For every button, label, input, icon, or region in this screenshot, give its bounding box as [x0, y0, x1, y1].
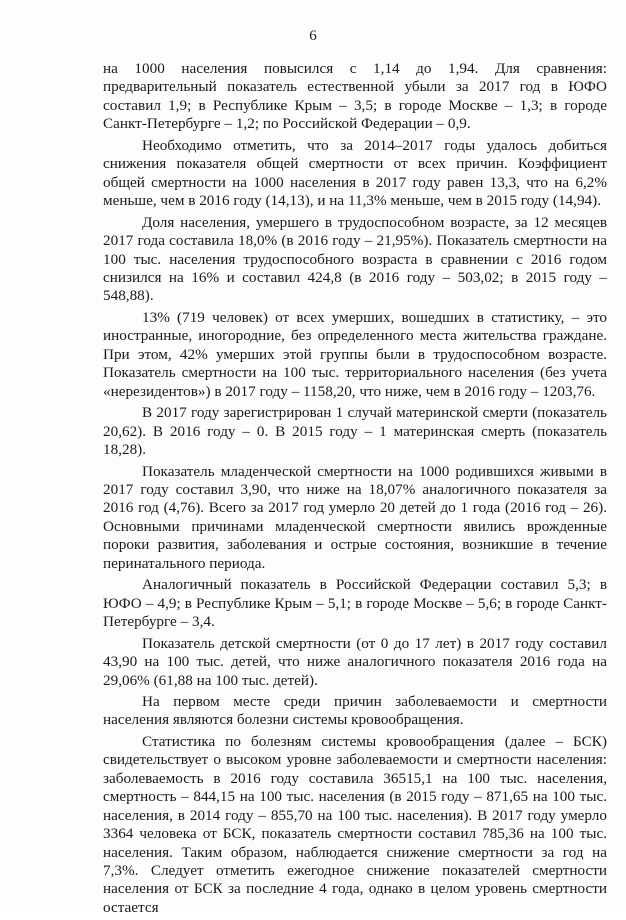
- body-text: [103, 60, 607, 920]
- paragraph-mortality-decrease: Необходимо отметить, что за 2014–2017 годы удалось добиться снижения показателя общей смертности от всех причин. Коэффициент общей смертности на 1000 населения в 2017 году равен 13,3, что на 6,2% меньше, чем в 2016 году (14,13), и на 11,3% меньше, чем в 2015 году (14,94).: [103, 136, 607, 210]
- page-number: 6: [309, 28, 317, 44]
- paragraph-child-mortality: Показатель детской смертности (от 0 до 17 лет) в 2017 году составил 43,90 на 100 тыс. детей, что ниже аналогичного показателя 2016 года на 29,06% (61,88 на 100 тыс. детей).: [103, 634, 607, 689]
- paragraph-maternal-mortality: В 2017 году зарегистрирован 1 случай материнской смерти (показатель 20,62). В 2016 году – 0. В 2015 году – 1 материнская смерть (показатель 18,28).: [103, 404, 607, 459]
- paragraph-cardiovascular-lead: На первом месте среди причин заболеваемости и смертности населения являются болезни системы кровообращения.: [103, 692, 607, 729]
- paragraph-working-age-mortality: Доля населения, умершего в трудоспособном возрасте, за 12 месяцев 2017 года составила 18,0% (в 2016 году – 21,95%). Показатель смертности на 100 тыс. населения трудоспособного возраста в сравнении с 2016 годом снизился на 16% и составил 424,8 (в 2016 году – 503,02; в 2015 году – 548,88).: [103, 213, 607, 305]
- paragraph-nonresidents: 13% (719 человек) от всех умерших, вошедших в статистику, – это иностранные, иногородние, без определенного места жительства граждане. При этом, 42% умерших этой группы были в трудоспособном возрасте. Показатель смертности на 100 тыс. территориального населения (без учета «нерезидентов») в 2017 году – 1158,20, что ниже, чем в 2016 году – 1203,76.: [103, 308, 607, 400]
- paragraph-infant-comparison: Аналогичный показатель в Российской Федерации составил 5,3; в ЮФО – 4,9; в Республике Крым – 5,1; в городе Москве – 5,6; в городе Санкт-Петербурге – 3,4.: [103, 576, 607, 631]
- paragraph-continuation: на 1000 населения повысился с 1,14 до 1,94. Для сравнения: предварительный показатель естественной убыли за 2017 год в ЮФО составил 1,9; в Республике Крым – 3,5; в городе Москве – 1,3; в городе Санкт-Петербурге – 1,2; по Российской Федерации – 0,9.: [103, 60, 607, 133]
- paragraph-infant-mortality: Показатель младенческой смертности на 1000 родившихся живыми в 2017 году составил 3,90, что ниже на 18,07% аналогичного показателя за 2016 год (4,76). Всего за 2017 год умерло 20 детей до 1 года (2016 год – 26). Основными причинами младенческой смертности явились врожденные пороки развития, заболевания и острые состояния, возникшие в течение перинатального периода.: [103, 462, 607, 572]
- paragraph-cardiovascular-stats: Статистика по болезням системы кровообращения (далее – БСК) свидетельствует о высоком уровне заболеваемости и смертности населения: заболеваемость в 2016 году составила 36515,1 на 100 тыс. населения, смертность – 844,15 на 100 тыс. населения (в 2015 году – 871,65 на 100 тыс. населения, в 2014 году – 855,70 на 100 тыс. населения). В 2017 году умерло 3364 человека от БСК, показатель смертности составил 785,36 на 100 тыс. населения. Таким образом, наблюдается снижение смертности за год на 7,3%. Следует отметить ежегодное снижение показателей смертности населения от БСК за последние 4 года, однако в целом уровень смертности остается: [103, 732, 607, 916]
